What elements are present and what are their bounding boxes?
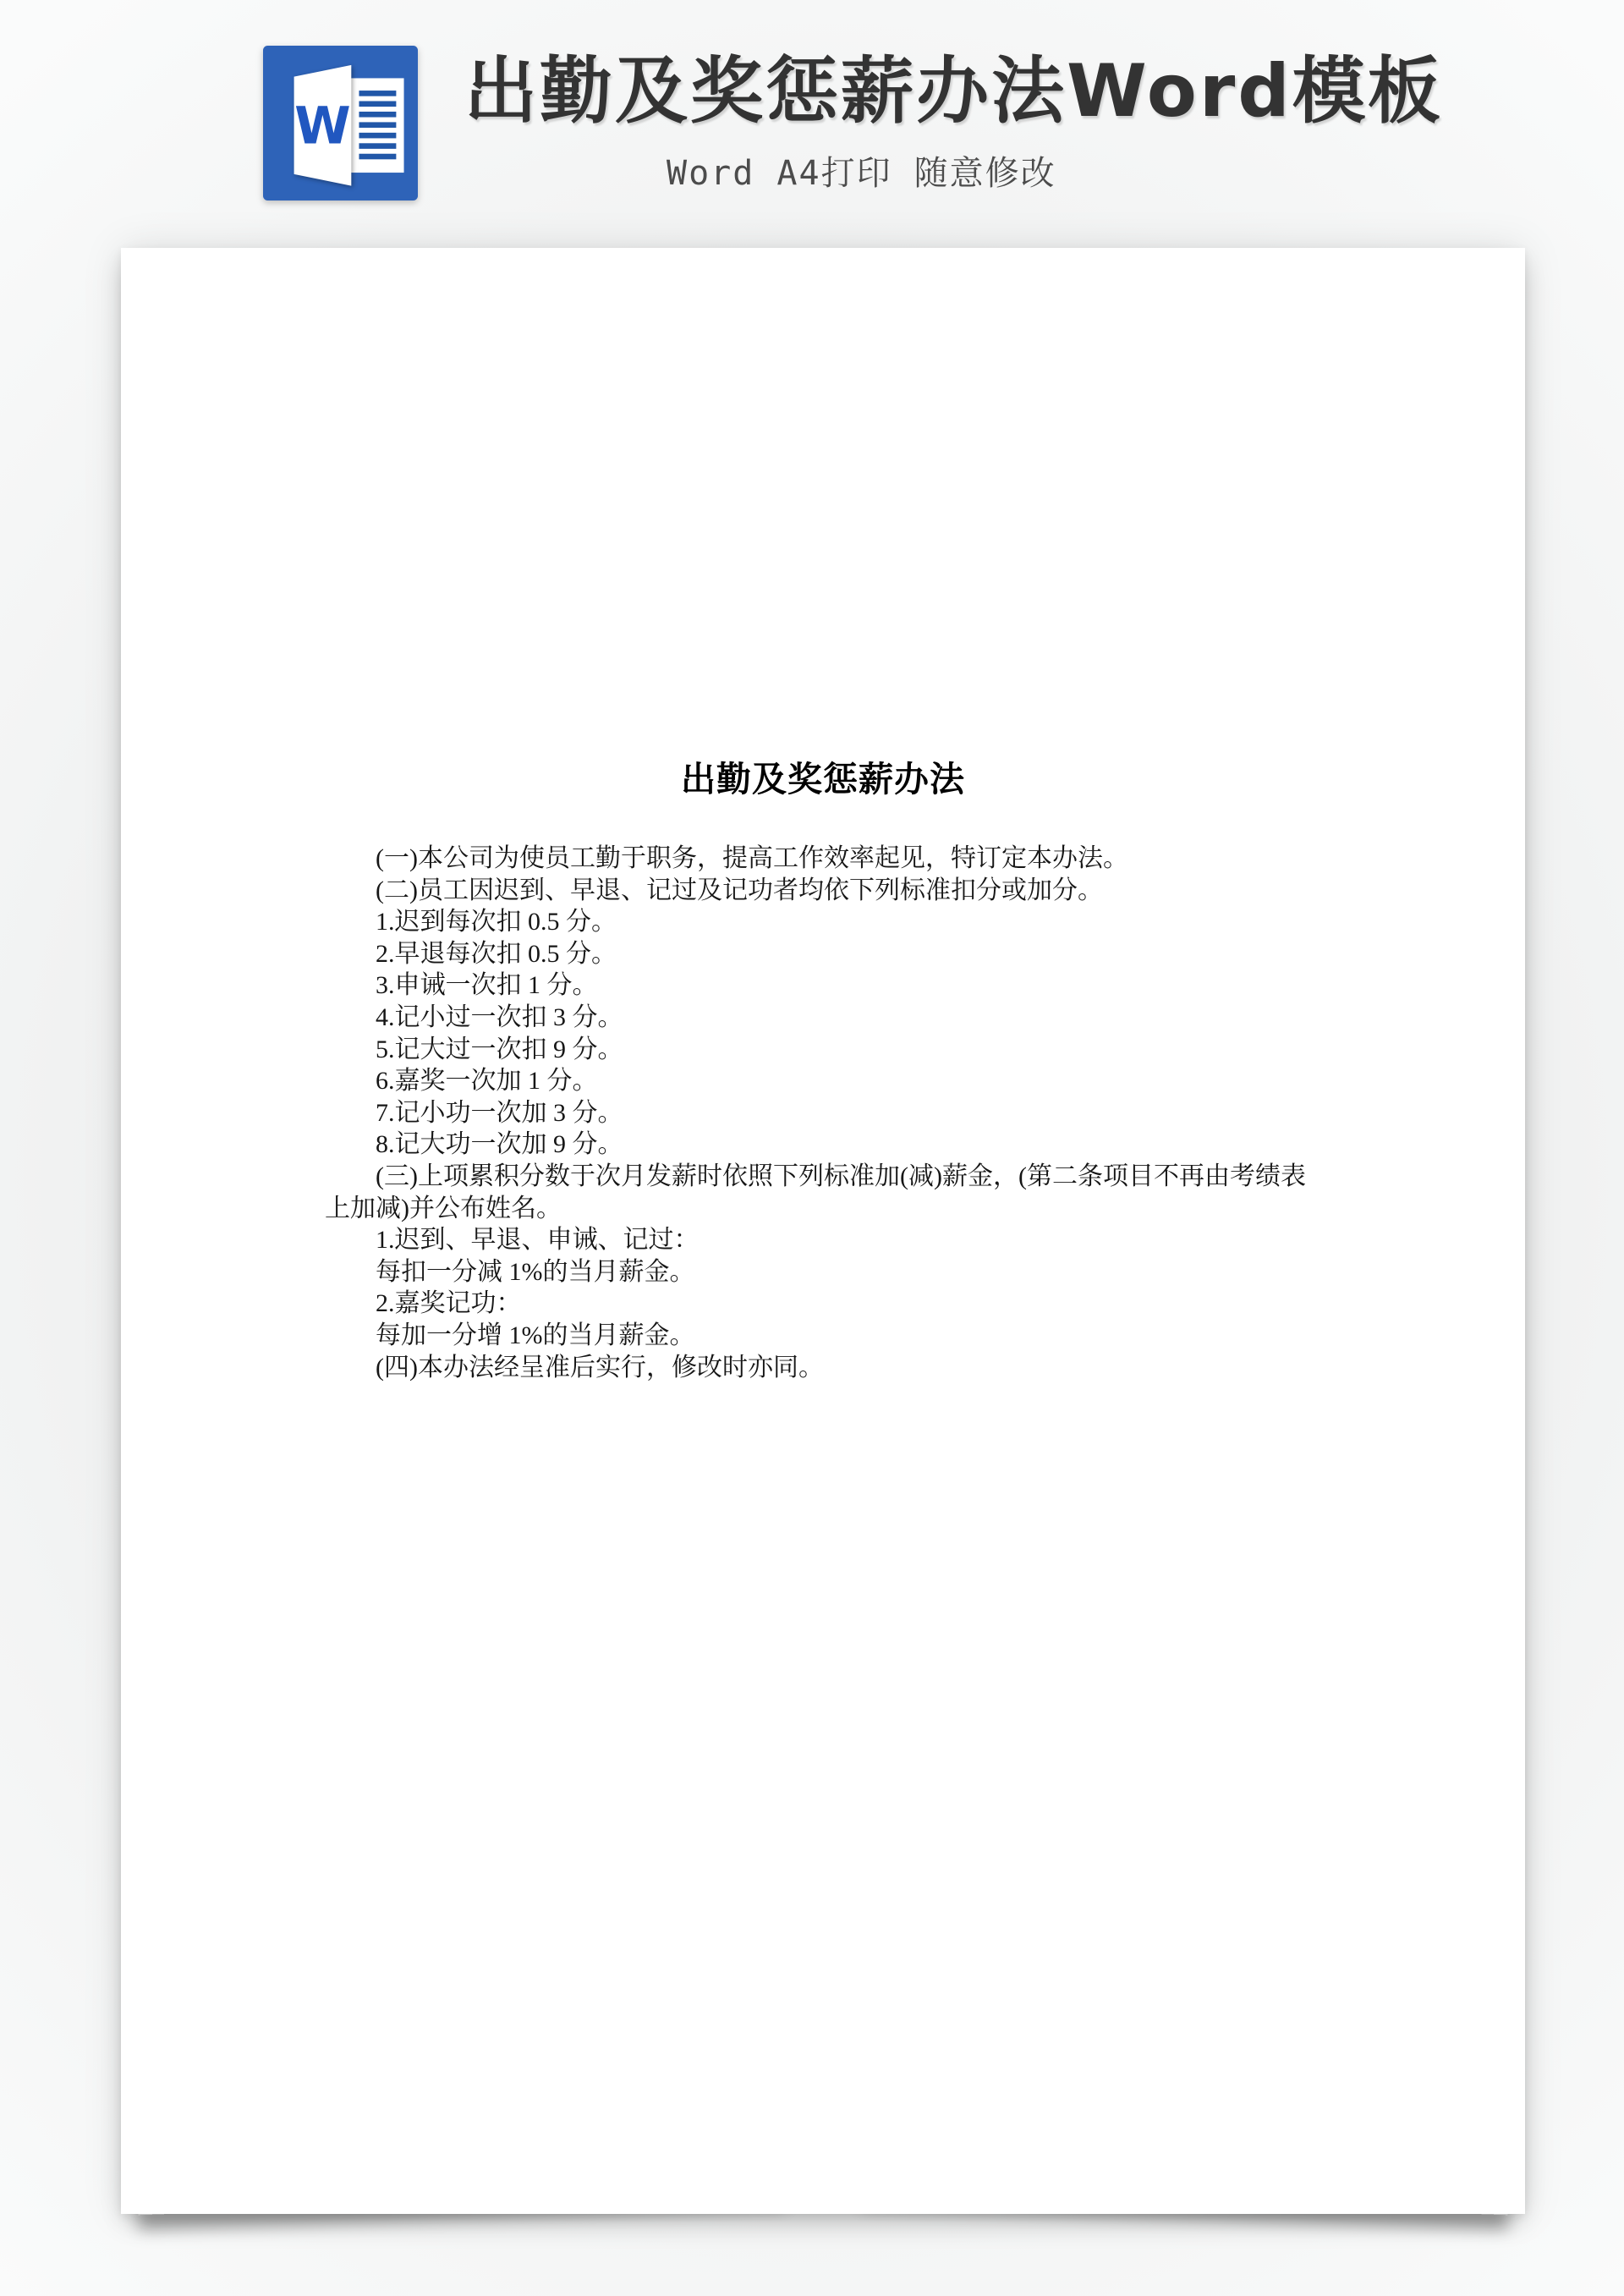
document-paragraph: (三)上项累积分数于次月发薪时依照下列标准加(减)薪金，(第二条项目不再由考绩表上加减)并公布姓名。	[325, 1162, 1306, 1222]
document-paragraph: (一)本公司为使员工勤于职务，提高工作效率起见，特订定本办法。	[376, 844, 1128, 872]
page-title: 出勤及奖惩薪办法Word模板	[464, 49, 1443, 134]
word-icon	[263, 46, 418, 200]
document-paragraph: 2.嘉奖记功：	[376, 1289, 522, 1318]
document-paragraph: 4.记小过一次扣 3 分。	[376, 1002, 623, 1031]
document-paragraph: (四)本办法经呈准后实行，修改时亦同。	[376, 1353, 824, 1381]
word-icon-letter: W	[294, 96, 351, 157]
document-paragraph: (二)员工因迟到、早退、记过及记功者均依下列标准扣分或加分。	[376, 876, 1103, 904]
document-paragraph: 3.申诫一次扣 1 分。	[376, 971, 598, 1000]
header	[0, 0, 1624, 248]
document-paragraph: 1.迟到每次扣 0.5 分。	[376, 908, 617, 937]
document-paragraph: 每加一分增 1%的当月薪金。	[376, 1321, 695, 1349]
page-subtitle: Word A4打印 随意修改	[667, 154, 1056, 193]
word-icon-document-lines	[349, 78, 403, 173]
document-paragraph: 1.迟到、早退、申诫、记过：	[376, 1226, 700, 1255]
document-paragraph: 5.记大过一次扣 9 分。	[376, 1035, 623, 1063]
document-body	[325, 843, 1321, 1383]
word-icon-folded-page	[294, 65, 352, 186]
document-paragraph: 8.记大功一次加 9 分。	[376, 1130, 623, 1159]
document-page	[121, 248, 1525, 2214]
document-paragraph: 7.记小功一次加 3 分。	[376, 1098, 623, 1127]
document-paragraph: 每扣一分减 1%的当月薪金。	[376, 1257, 695, 1286]
document-title: 出勤及奖惩薪办法	[681, 760, 965, 799]
document-paragraph: 6.嘉奖一次加 1 分。	[376, 1067, 598, 1096]
document-paragraph: 2.早退每次扣 0.5 分。	[376, 939, 617, 968]
